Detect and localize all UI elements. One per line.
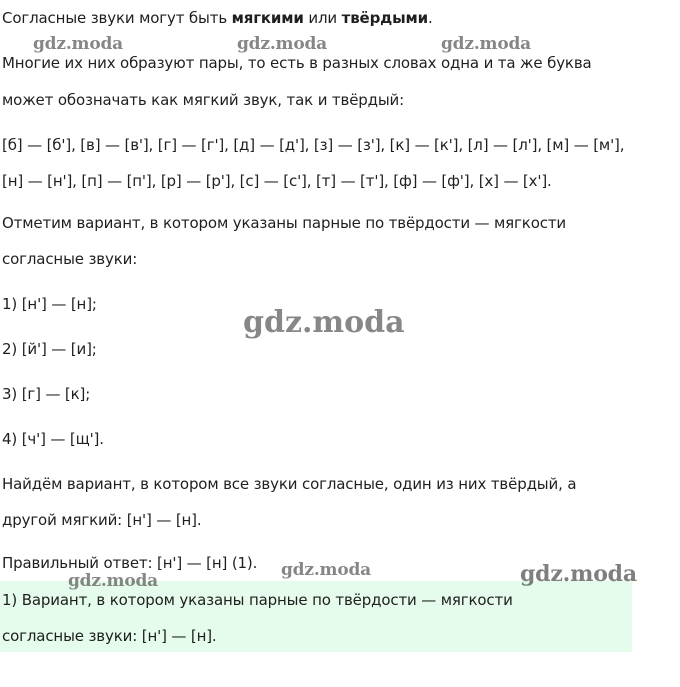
answer-line-1: 1) Вариант, в котором указаны парные по твёрдости — мягкости — [2, 591, 513, 609]
task-line-1: Отметим вариант, в котором указаны парные по твёрдости — мягкости — [2, 214, 567, 232]
finding-line-2: другой мягкий: [н'] — [н]. — [2, 511, 202, 529]
option-4: 4) [ч'] — [щ']. — [2, 430, 104, 448]
intro-or: или — [303, 9, 342, 27]
intro-line — [2, 9, 433, 28]
finding-line-1: Найдём вариант, в котором все звуки согласные, один из них твёрдый, а — [2, 475, 577, 493]
watermark: gdz.moda — [243, 305, 405, 340]
watermark: gdz.moda — [281, 560, 371, 580]
watermark: gdz.moda — [237, 34, 327, 54]
paragraph-line-1: Многие их них образуют пары, то есть в разных словах одна и та же буква — [2, 54, 592, 72]
pairs-line-1: [б] — [б'], [в] — [в'], [г] — [г'], [д] — [д'], [з] — [з'], [к] — [к'], [л] — [л'], [м] — [м'], — [2, 136, 625, 154]
soft-word: мягкими — [231, 9, 304, 27]
option-2: 2) [й'] — [и]; — [2, 340, 97, 358]
hard-word: твёрдыми — [341, 9, 429, 27]
pairs-line-2: [н] — [н'], [п] — [п'], [р] — [р'], [с] — [с'], [т] — [т'], [ф] — [ф'], [х] — [х']. — [2, 172, 552, 190]
option-3: 3) [г] — [к]; — [2, 385, 91, 403]
intro-dot: . — [428, 9, 433, 27]
answer-line-2: согласные звуки: [н'] — [н]. — [2, 627, 217, 645]
paragraph-line-2: может обозначать как мягкий звук, так и твёрдый: — [2, 91, 405, 109]
correct-answer: Правильный ответ: [н'] — [н] (1). — [2, 554, 258, 572]
watermark: gdz.moda — [441, 34, 531, 54]
option-1: 1) [н'] — [н]; — [2, 295, 97, 313]
task-line-2: согласные звуки: — [2, 250, 138, 268]
watermark: gdz.moda — [33, 34, 123, 54]
watermark: gdz.moda — [520, 561, 637, 587]
intro-text: Согласные звуки могут быть — [2, 9, 232, 27]
watermark: gdz.moda — [68, 571, 158, 591]
